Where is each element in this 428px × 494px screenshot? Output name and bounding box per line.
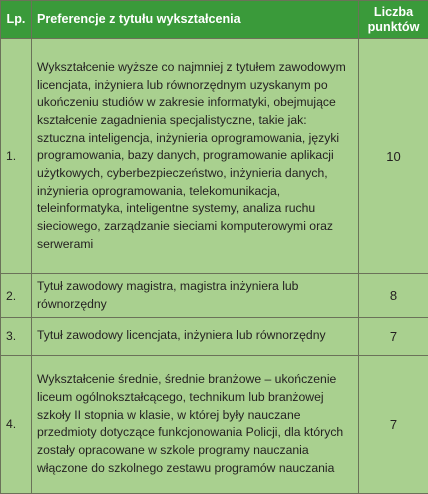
row-number: 2. — [1, 274, 32, 317]
row-points: 7 — [359, 355, 428, 493]
row-description: Wykształcenie średnie, średnie branżowe – ukończenie liceum ogólnokształcącego, technikum lub branżowej szkoły II stopnia w klasie, w której były nauczane przedmioty dotyczące funkcjonowania Policji, dla których zostały opracowane w szkole programy nauczania włączone do szkolnego zestawu programów nauczania — [32, 355, 359, 493]
table-row — [1, 355, 428, 493]
row-number: 4. — [1, 355, 32, 493]
row-number: 1. — [1, 39, 32, 274]
row-description: Tytuł zawodowy licencjata, inżyniera lub równorzędny — [32, 317, 359, 355]
row-points: 7 — [359, 317, 428, 355]
table-row — [1, 317, 428, 355]
row-points: 10 — [359, 39, 428, 274]
header-lp: Lp. — [1, 1, 32, 39]
row-description: Wykształcenie wyższe co najmniej z tytułem zawodowym licencjata, inżyniera lub równorzędnym uzyskanym po ukończeniu studiów w zakresie informatyki, obejmujące kształcenie zagadnienia specjalistyczne, takie jak: sztuczna inteligencja, inżynieria oprogramowania, języki programowania, bazy danych, programowanie aplikacji użytkowych, cyberbezpieczeństwo, inżynieria danych, inżynieria oprogramowania, telekomunikacja, teleinformatyka, inteligentne systemy, analiza ruchu sieciowego, zarządzanie sieciami komputerowymi oraz serwerami — [32, 39, 359, 274]
row-points: 8 — [359, 274, 428, 317]
row-description: Tytuł zawodowy magistra, magistra inżyniera lub równorzędny — [32, 274, 359, 317]
header-points-line2: punktów — [367, 19, 420, 34]
header-points — [359, 1, 428, 39]
table-row — [1, 274, 428, 317]
header-points-line1: Liczba — [373, 4, 414, 19]
header-description: Preferencje z tytułu wykształcenia — [32, 1, 359, 39]
header-row — [1, 1, 428, 39]
row-number: 3. — [1, 317, 32, 355]
table-row — [1, 39, 428, 274]
